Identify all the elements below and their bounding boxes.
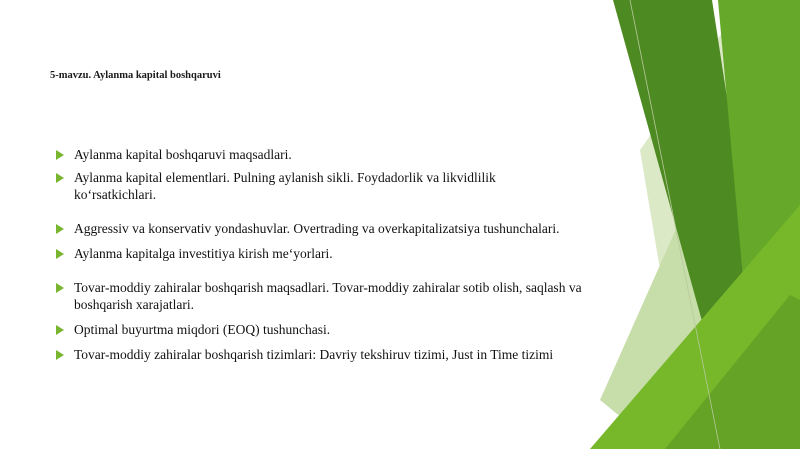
bullet-arrow-icon [56,249,64,259]
bullet-arrow-icon [56,173,64,183]
bullet-text: Aylanma kapitalga investitiya kirish me‘yorlari. [74,246,333,261]
bullet-text: Tovar-moddiy zahiralar boshqarish maqsadlari. Tovar-moddiy zahiralar sotib olish, saqlash va boshqarish xarajatlari. [74,280,582,312]
bullet-text: Aylanma kapital boshqaruvi maqsadlari. [74,147,292,162]
bullet-item [56,279,616,313]
bullet-arrow-icon [56,224,64,234]
bullet-text: Aylanma kapital elementlari. Pulning aylanish sikli. Foydadorlik va likvidlilik ko‘rsatkichlari. [74,170,496,202]
bullet-text: Aggressiv va konservativ yondashuvlar. Overtrading va overkapitalizatsiya tushunchalari. [74,221,560,236]
bullet-text: Optimal buyurtma miqdori (EOQ) tushunchasi. [74,322,331,337]
bullet-text: Tovar-moddiy zahiralar boshqarish tizimlari: Davriy tekshiruv tizimi, Just in Time tizimi [74,347,554,362]
bullet-item [56,146,616,163]
bullet-arrow-icon [56,350,64,360]
bullet-arrow-icon [56,283,64,293]
bullet-list [56,140,616,363]
bullet-arrow-icon [56,150,64,160]
bullet-item [56,220,616,237]
bullet-item [56,346,616,363]
slide-title: 5-mavzu. Aylanma kapital boshqaruvi [50,70,221,81]
bullet-item [56,245,616,262]
bullet-arrow-icon [56,325,64,335]
bullet-item [56,169,616,203]
bullet-item [56,321,616,338]
